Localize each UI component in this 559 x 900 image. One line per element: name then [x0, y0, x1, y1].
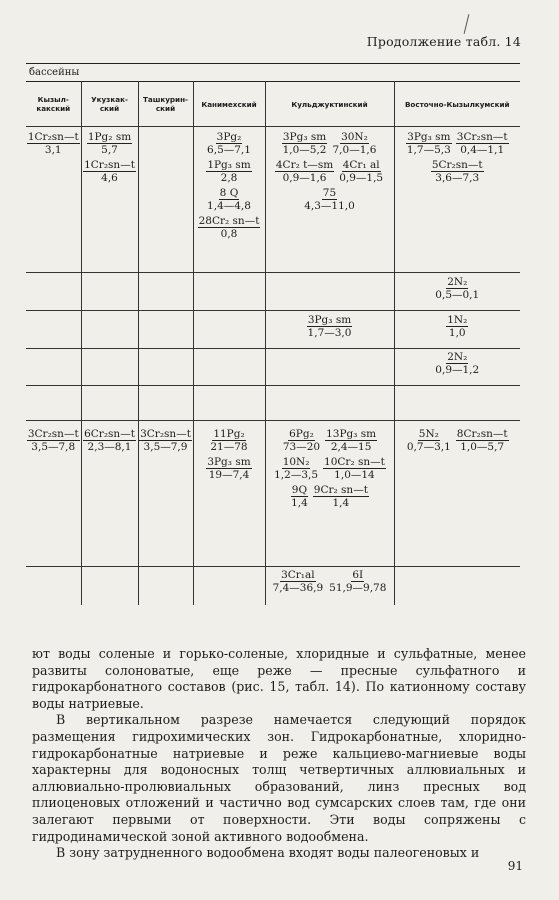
cell-entries	[266, 314, 394, 339]
table-cell	[26, 567, 81, 606]
cell-entries	[395, 314, 521, 339]
fraction-entry	[323, 456, 386, 481]
table-cell	[26, 273, 81, 311]
fraction-numerator: 3Cr₂sn—t	[456, 131, 508, 143]
table-cell	[394, 273, 520, 311]
fraction-denominator: 73—20	[282, 441, 321, 453]
fraction-entry	[338, 159, 384, 184]
table-group-label: бассейны	[26, 63, 520, 81]
fraction-numerator: 1Cr₂sn—t	[84, 159, 135, 171]
table-cell	[81, 386, 138, 421]
table-cell	[81, 273, 138, 311]
fraction-entry	[139, 428, 192, 453]
fraction-numerator: 10N₂	[282, 456, 310, 468]
fraction-denominator: 6,5—7,1	[207, 144, 251, 156]
fraction-numerator: 9Q	[291, 484, 308, 496]
fraction-denominator: 21—78	[210, 441, 248, 453]
fraction-numerator: 3Pg₃ sm	[207, 456, 251, 468]
pen-mark	[464, 14, 470, 34]
table-cell	[265, 273, 394, 311]
fraction-denominator: 3,5—7,9	[143, 441, 188, 453]
table-row	[26, 421, 520, 567]
fraction-denominator: 1,2—3,5	[274, 469, 319, 481]
fraction-entry	[307, 314, 353, 339]
cell-entries	[395, 131, 521, 184]
table-cell	[193, 386, 265, 421]
table-cell	[138, 386, 193, 421]
table-row	[26, 127, 520, 273]
fraction-entry	[206, 159, 251, 184]
fraction-entry	[406, 131, 452, 156]
table-cell	[138, 273, 193, 311]
table-cell	[193, 421, 265, 567]
fraction-numerator: 1Pg₂ sm	[87, 131, 132, 143]
fraction-denominator: 2,8	[220, 172, 238, 184]
cell-entries	[26, 131, 81, 156]
fraction-numerator: 30N₂	[341, 131, 368, 143]
column-header: Ташкурин-ский	[138, 82, 193, 127]
fraction-denominator: 4,6	[101, 172, 118, 184]
table-cell	[81, 311, 138, 349]
table-cell	[138, 567, 193, 606]
cell-entries	[266, 569, 394, 594]
cell-entries	[266, 428, 394, 509]
fraction-entry	[434, 351, 480, 376]
cell-entries	[395, 351, 521, 376]
table-cell	[26, 349, 81, 386]
fraction-entry	[282, 428, 321, 453]
cell-entries	[266, 131, 394, 212]
paragraph: В вертикальном разрезе намечается следующий порядок размещения гидрохимических зон. Гидрокарбонатные, хлоридно-гидрокарбонатные натриевые и реже кальциево-магниевые воды характерны для водоносных толщ четвертичных аллювиальных и аллювиально-пролювиальных образований, линз пресных вод плиоценовых отложений и частично вод сумсарских слоев там, где они залегают первыми от поверхности. Эти воды сопряжены с гидродинамической зоной активного водообмена.	[32, 712, 526, 844]
fraction-entry	[273, 456, 319, 481]
table-cell	[394, 386, 520, 421]
table-cell	[394, 421, 520, 567]
fraction-denominator: 19—7,4	[208, 469, 250, 481]
fraction-denominator: 1,0—14	[334, 469, 375, 481]
fraction-entry	[27, 131, 80, 156]
table-row	[26, 567, 520, 606]
fraction-numerator: 6I	[352, 569, 364, 581]
data-table	[26, 81, 520, 605]
fraction-entry	[406, 428, 452, 453]
fraction-entry	[456, 428, 509, 453]
fraction-entry	[198, 215, 261, 240]
table-cell	[394, 127, 520, 273]
fraction-entry	[431, 159, 484, 184]
table-cell	[193, 567, 265, 606]
table-cell	[394, 349, 520, 386]
table-row	[26, 311, 520, 349]
table-cell	[265, 421, 394, 567]
fraction-denominator: 1,7—3,0	[307, 327, 352, 339]
fraction-entry	[328, 569, 387, 594]
fraction-entry	[209, 428, 248, 453]
fraction-entry	[206, 456, 251, 481]
fraction-numerator: 2N₂	[447, 351, 468, 363]
fraction-numerator: 5Cr₂sn—t	[431, 159, 483, 171]
table-cell	[138, 349, 193, 386]
fraction-numerator: 11Pg₂	[213, 428, 245, 440]
table-cell	[394, 567, 520, 606]
table-row	[26, 273, 520, 311]
fraction-entry	[206, 187, 252, 212]
fraction-entry	[83, 428, 136, 453]
cell-entries	[26, 428, 81, 453]
cell-entries	[139, 428, 193, 453]
fraction-entry	[325, 428, 377, 453]
fraction-numerator: 9Cr₂ sn—t	[313, 484, 368, 496]
table-cell	[193, 349, 265, 386]
fraction-entry	[275, 159, 334, 184]
fraction-denominator: 7,0—1,6	[332, 144, 377, 156]
fraction-denominator: 0,9—1,2	[435, 364, 480, 376]
fraction-denominator: 1,4	[332, 497, 350, 509]
fraction-denominator: 5,7	[101, 144, 118, 156]
table-row	[26, 349, 520, 386]
fraction-numerator: 6Cr₂sn—t	[84, 428, 135, 440]
table-cell	[193, 311, 265, 349]
fraction-entry	[27, 428, 80, 453]
cell-entries	[395, 428, 521, 453]
table-cell	[26, 421, 81, 567]
table-cell	[265, 127, 394, 273]
table-cell	[81, 567, 138, 606]
column-header: Кызыл-какский	[26, 82, 81, 127]
fraction-denominator: 0,9—1,5	[339, 172, 384, 184]
fraction-denominator: 1,0	[448, 327, 466, 339]
fraction-entry	[272, 569, 325, 594]
table-cell	[265, 349, 394, 386]
fraction-numerator: 2N₂	[447, 276, 468, 288]
fraction-denominator: 0,5—0,1	[435, 289, 480, 301]
fraction-numerator: 75	[322, 187, 337, 199]
fraction-entry	[446, 314, 468, 339]
table-cell	[265, 311, 394, 349]
cell-entries	[82, 428, 138, 453]
cell-entries	[82, 131, 138, 184]
table-cell	[138, 311, 193, 349]
fraction-denominator: 4,3—11,0	[304, 200, 355, 212]
table-cell	[265, 567, 394, 606]
table-cell	[26, 386, 81, 421]
fraction-denominator: 0,9—1,6	[282, 172, 327, 184]
fraction-numerator: 3Pg₃ sm	[282, 131, 327, 143]
fraction-numerator: 8 Q	[219, 187, 239, 199]
fraction-denominator: 0,4—1,1	[460, 144, 505, 156]
fraction-numerator: 3Cr₂sn—t	[140, 428, 191, 440]
fraction-numerator: 6Pg₂	[289, 428, 314, 440]
fraction-denominator: 2,3—8,1	[87, 441, 132, 453]
paragraph: В зону затрудненного водообмена входят воды палеогеновых и	[56, 845, 480, 861]
fraction-numerator: 4Cr₁ al	[342, 159, 380, 171]
table-row	[26, 386, 520, 421]
table-cell	[81, 349, 138, 386]
fraction-entry	[456, 131, 509, 156]
fraction-numerator: 13Pg₃ sm	[326, 428, 377, 440]
fraction-numerator: 3Pg₃ sm	[307, 314, 352, 326]
table-cell	[81, 421, 138, 567]
fraction-numerator: 8Cr₂sn—t	[456, 428, 508, 440]
table-cell	[26, 311, 81, 349]
fraction-numerator: 4Cr₂ t—sm	[275, 159, 334, 171]
table-cell	[26, 127, 81, 273]
fraction-numerator: 10Cr₂ sn—t	[324, 456, 385, 468]
fraction-numerator: 3Pg₂	[216, 131, 242, 143]
table-cell	[138, 421, 193, 567]
continuation-table	[26, 63, 520, 605]
fraction-entry	[282, 131, 328, 156]
fraction-numerator: 1Pg₃ sm	[207, 159, 251, 171]
fraction-denominator: 1,0—5,7	[460, 441, 505, 453]
fraction-numerator: 1Cr₂sn—t	[27, 131, 79, 143]
table-cell	[193, 127, 265, 273]
fraction-entry	[332, 131, 378, 156]
fraction-denominator: 0,8	[220, 228, 238, 240]
fraction-denominator: 1,0—5,2	[282, 144, 327, 156]
cell-entries	[194, 428, 265, 481]
table-cell	[265, 386, 394, 421]
cell-entries	[194, 131, 265, 240]
fraction-denominator: 1,4	[291, 497, 308, 509]
fraction-entry	[206, 131, 252, 156]
fraction-numerator: 3Pg₃ sm	[407, 131, 451, 143]
fraction-numerator: 28Cr₂ sn—t	[198, 215, 260, 227]
table-cell	[138, 127, 193, 273]
fraction-numerator: 1N₂	[447, 314, 468, 326]
page-number: 91	[507, 859, 523, 873]
fraction-denominator: 0,7—3,1	[406, 441, 451, 453]
fraction-entry	[83, 159, 136, 184]
fraction-entry	[87, 131, 132, 156]
column-header: Восточно-Кызылкумский	[394, 82, 520, 127]
fraction-numerator: 3Cr₁al	[281, 569, 315, 581]
fraction-denominator: 1,7—5,3	[406, 144, 451, 156]
paragraph: ют воды соленые и горько-соленые, хлоридные и сульфатные, менее развиты солоноватые, еще реже — пресные сульфатного и гидрокарбонатного составов (рис. 15, табл. 14). По катионному составу воды натриевые.	[32, 646, 526, 711]
fraction-entry	[313, 484, 369, 509]
fraction-denominator: 2,4—15	[330, 441, 372, 453]
fraction-denominator: 1,4—4,8	[207, 200, 251, 212]
fraction-denominator: 3,1	[44, 144, 62, 156]
table-cell	[81, 127, 138, 273]
table-header-row	[26, 82, 520, 127]
column-header: Кульджуктинский	[265, 82, 394, 127]
page-header: Продолжение табл. 14	[366, 34, 521, 49]
fraction-entry	[434, 276, 480, 301]
fraction-entry	[303, 187, 356, 212]
fraction-entry	[290, 484, 309, 509]
cell-entries	[395, 276, 521, 301]
column-header: Канимехский	[193, 82, 265, 127]
fraction-numerator: 5N₂	[418, 428, 439, 440]
column-header: Укузкак-ский	[81, 82, 138, 127]
table-cell	[394, 311, 520, 349]
fraction-denominator: 7,4—36,9	[272, 582, 324, 594]
fraction-denominator: 3,5—7,8	[31, 441, 76, 453]
body-text	[32, 646, 526, 862]
fraction-numerator: 3Cr₂sn—t	[27, 428, 79, 440]
table-cell	[193, 273, 265, 311]
fraction-denominator: 51,9—9,78	[329, 582, 387, 594]
fraction-denominator: 3,6—7,3	[435, 172, 480, 184]
